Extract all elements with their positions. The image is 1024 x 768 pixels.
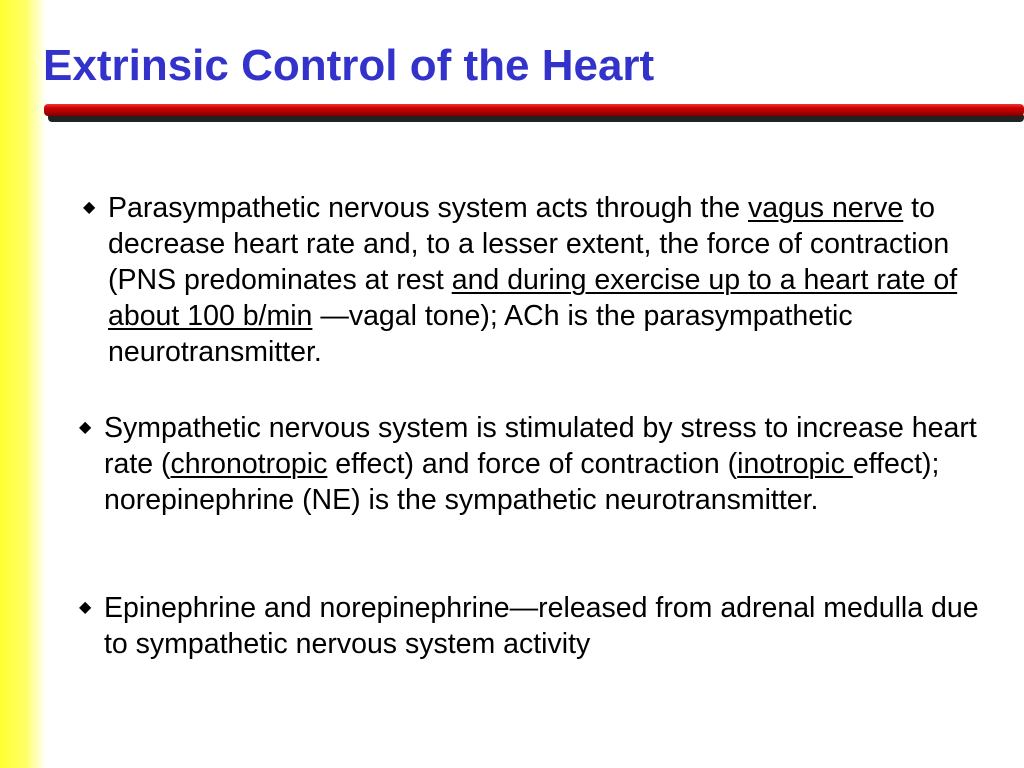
bullet-text: effect) and force of contraction ( <box>327 448 738 480</box>
bullet-diamond-icon: ◆ <box>83 199 96 216</box>
bullet-text: Parasympathetic nervous system acts through the <box>108 192 748 224</box>
bullet-text: to decrease heart rate and, to a lesser extent, the force of contraction (PNS predominates at rest <box>108 192 950 296</box>
title-divider <box>44 100 1024 124</box>
side-accent-bar <box>0 0 46 768</box>
bullet-text: effect); norepinephrine (NE) is the sympathetic neurotransmitter. <box>104 448 940 516</box>
bullet-epinephrine <box>79 590 1004 662</box>
underlined-term-chronotropic: chronotropic <box>170 448 328 480</box>
bullet-text: Epinephrine and norepinephrine—released from adrenal medulla due to sympathetic nervous system activity <box>104 592 979 660</box>
slide-title: Extrinsic Control of the Heart <box>43 41 655 90</box>
bullet-sympathetic <box>79 410 1004 518</box>
bullet-diamond-icon: ◆ <box>79 599 92 616</box>
underlined-phrase-exercise: and during exercise up to a heart rate of about 100 b/min <box>108 264 958 332</box>
bullet-diamond-icon: ◆ <box>79 419 92 436</box>
title-divider-bar <box>44 104 1024 116</box>
underlined-term-vagus-nerve: vagus nerve <box>747 192 904 224</box>
bullet-text: —vagal tone); ACh is the parasympathetic neurotransmitter. <box>108 300 853 368</box>
underlined-term-inotropic: inotropic <box>737 448 853 480</box>
bullet-parasympathetic <box>83 190 1018 370</box>
bullet-text: Sympathetic nervous system is stimulated by stress to increase heart rate ( <box>104 412 977 480</box>
